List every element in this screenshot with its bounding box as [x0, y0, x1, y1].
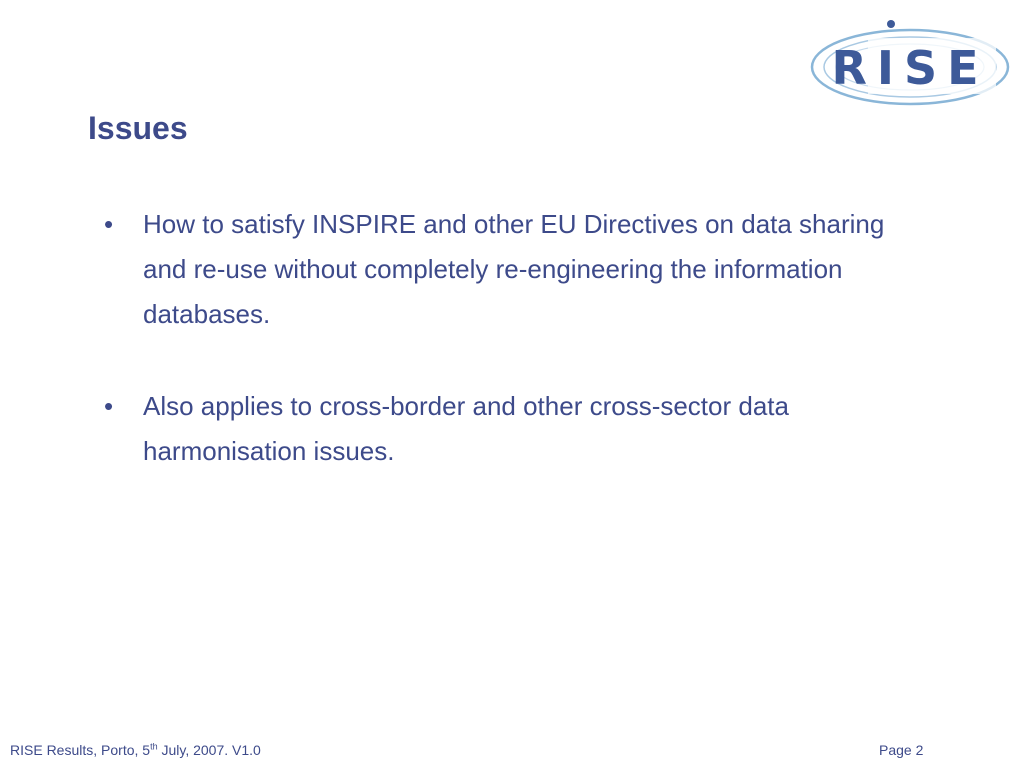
bullet-marker: • [104, 391, 114, 421]
footer-event-info [10, 740, 261, 760]
footer-date-version: July, 2007. V1.0 [157, 742, 261, 758]
bullet-item [104, 202, 944, 337]
bullet-text: Also applies to cross-border and other cross-sector data harmonisation issues. [143, 391, 789, 466]
svg-text:RISE: RISE [831, 41, 989, 95]
rise-logo-graphic [808, 16, 1012, 110]
footer-event-text: RISE Results, Porto, 5 [10, 742, 151, 758]
bullet-item [104, 384, 944, 474]
bullet-list [104, 202, 944, 521]
bullet-marker: • [104, 209, 114, 239]
page-number: Page 2 [879, 742, 924, 758]
slide-title: Issues [88, 110, 188, 146]
bullet-text: How to satisfy INSPIRE and other EU Directives on data sharing and re-use without completely re-engineering the information databases. [143, 209, 885, 329]
footer-ordinal-suffix: th [150, 741, 158, 752]
rise-logo [808, 16, 1012, 110]
